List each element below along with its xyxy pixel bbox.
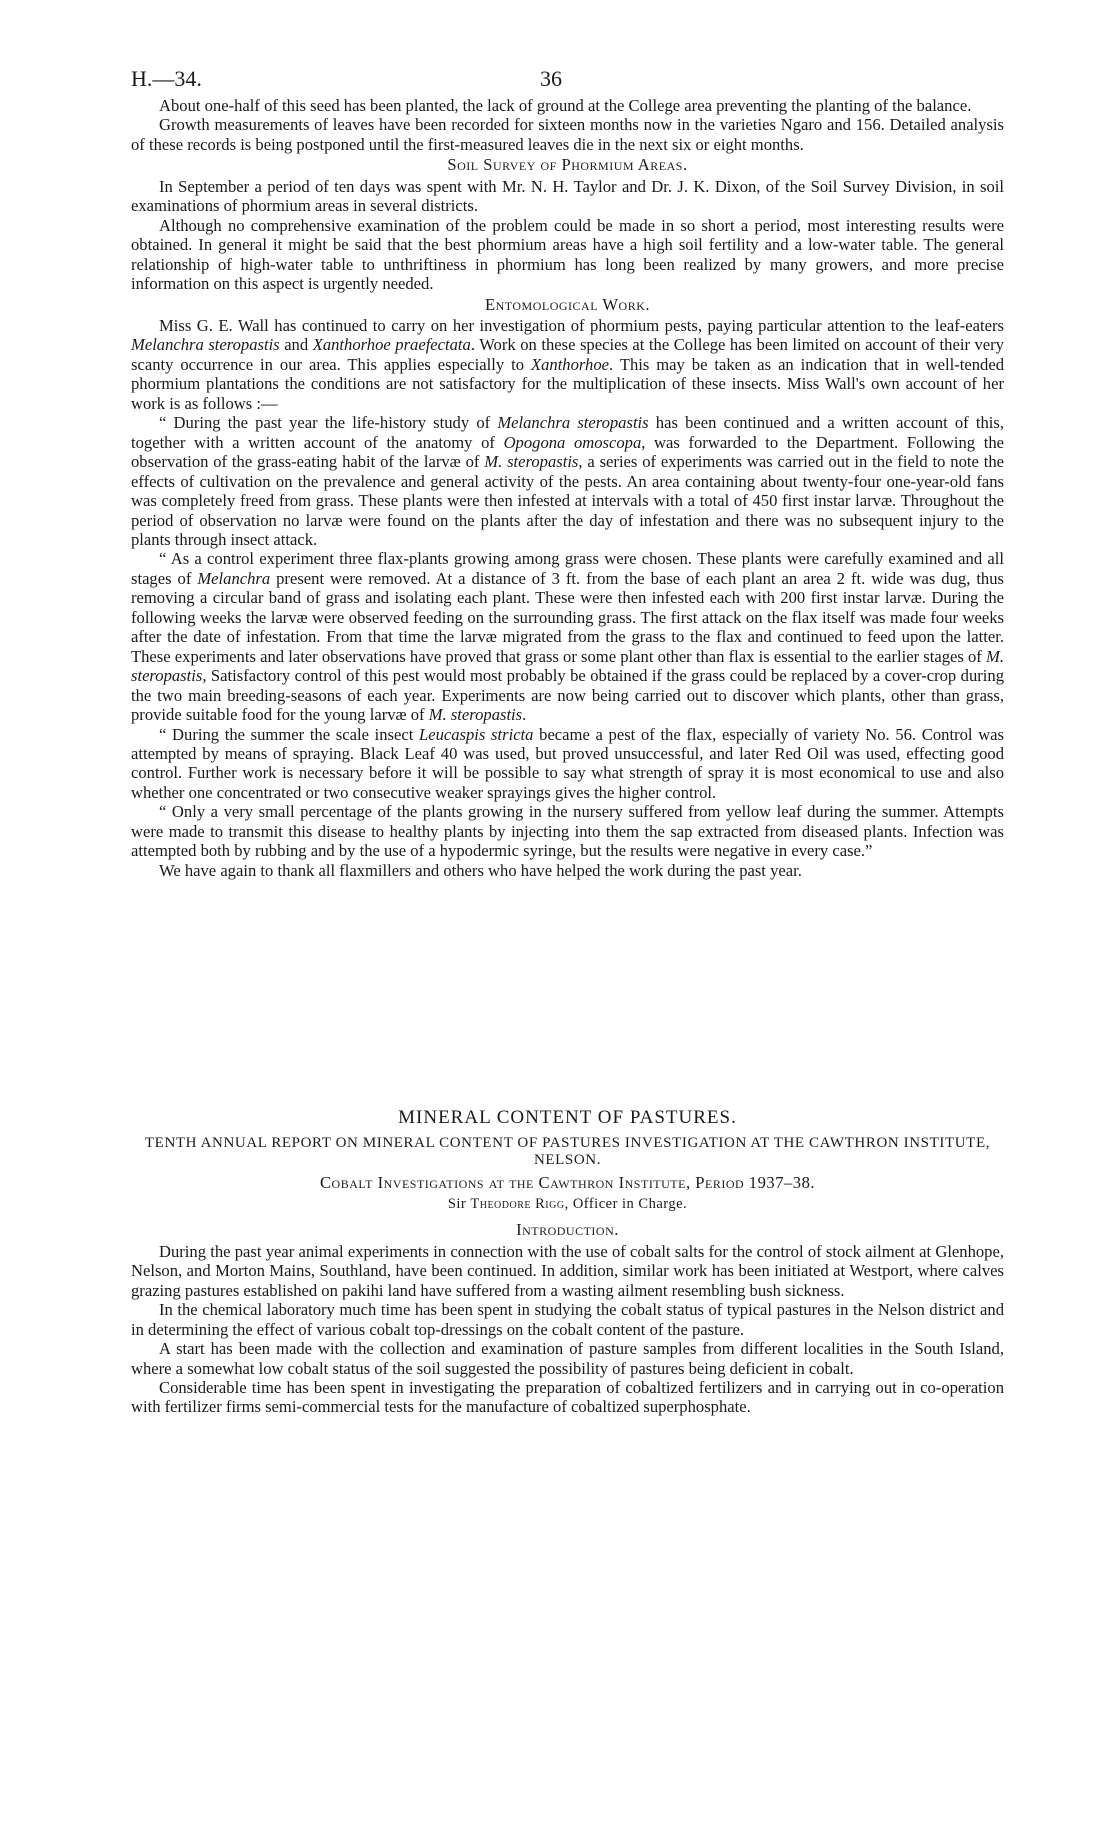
paragraph	[131, 549, 1004, 724]
text-run: Entomological Work.	[484, 294, 651, 314]
italic-text: Melanchra	[197, 568, 271, 588]
text-run: , was forwarded to the Department. Following the observation of the grass-eating habit of the larvæ of	[131, 432, 1004, 472]
text-run: Growth measurements of leaves have been recorded for sixteen months now in the varieties Ngaro and 156. Detailed analysis of these records is being postponed until the first-measured leaves die in the next six or eight months.	[131, 115, 1004, 154]
text-run: MINERAL CONTENT OF PASTURES.	[398, 1107, 737, 1128]
text-run: “ As a control experiment three flax-plants growing among grass were chosen. These plants were carefully examined and all stages of	[131, 549, 1004, 588]
flax-report-section	[131, 96, 1004, 880]
section-heading	[131, 1135, 1004, 1169]
text-run: has been continued and a written account of this, together with a written account of the anatomy of	[131, 413, 1004, 452]
page-number: 36	[540, 66, 562, 91]
paragraph	[131, 96, 1004, 115]
section-heading	[131, 1108, 1004, 1127]
text-run: A start has been made with the collection and examination of pasture samples from different localities in the South Island, where a somewhat low cobalt status of the soil suggested the possibility of pastures being deficient in cobalt.	[131, 1339, 1004, 1378]
italic-text: M. steropastis	[131, 646, 1004, 686]
text-run: Although no comprehensive examination of the problem could be made in so short a period, most interesting results were obtained. In general it might be said that the best phormium areas have a high soil fertility and a low-water table. The general relationship of high-water table to unthriftiness in phormium has long been realized by many growers, and more precise information on this aspect is urgently needed.	[131, 215, 1004, 294]
text-run: We have again to thank all flaxmillers and others who have helped the work during the past year.	[159, 860, 802, 880]
section-heading	[131, 1195, 1004, 1214]
text-run: , Officer in Charge.	[564, 1195, 688, 1212]
text-run: In September a period of ten days was spent with Mr. N. H. Taylor and Dr. J. K. Dixon, of the Soil Survey Division, in soil examinations of phormium areas in several districts.	[131, 176, 1004, 216]
paragraph	[131, 1378, 1004, 1417]
text-run: Sir	[447, 1195, 471, 1212]
text-run: . This may be taken as an indication that in well-tended phormium plantations the conditions are not satisfactory for the multiplication of these insects. Miss Wall's own account of her work is as follows :—	[131, 354, 1004, 413]
text-run: present were removed. At a distance of 3 ft. from the base of each plant an area 2 ft. wide was dug, thus removing a circular band of grass and isolating each plant. These were then infested each with 200 first instar larvæ. During the following weeks the larvæ were observed feeding on the surrounding grass. The first attack on the flax itself was made four weeks after the date of infestation. From that time the larvæ migrated from the grass to the flax and continued to feed upon the latter. These experiments and later observations have proved that grass or some plant other than flax is essential to the earlier stages of	[131, 568, 1004, 666]
italic-text: Melanchra steropastis	[497, 413, 649, 433]
paragraph	[131, 725, 1004, 803]
paragraph	[131, 115, 1004, 154]
text-run: Introduction.	[516, 1220, 619, 1240]
text-run: Theodore Rigg	[470, 1195, 565, 1212]
text-run: About one-half of this seed has been planted, the lack of ground at the College area preventing the planting of the balance.	[159, 96, 972, 115]
text-run: “ Only a very small percentage of the plants growing in the nursery suffered from yellow leaf during the summer. Attempts were made to transmit this disease to healthy plants by injecting into them the sap extracted from diseased plants. Infection was attempted both by rubbing and by the use of a hypodermic syringe, but the results were negative in every case.”	[131, 802, 1004, 861]
text-run: Cobalt Investigations at the Cawthron Institute, Period 1937–38.	[319, 1173, 816, 1193]
text-run: Soil Survey of Phormium Areas.	[447, 155, 688, 175]
paragraph	[131, 861, 1004, 880]
paragraph	[131, 1300, 1004, 1339]
section-heading	[131, 1220, 1004, 1239]
text-run: During the past year animal experiments in connection with the use of cobalt salts for the control of stock ailment at Glenhope, Nelson, and Morton Mains, Southland, have been continued. In addition, similar work has been initiated at Westport, where calves grazing pastures established on pakihi land have suffered from a wasting ailment resembling bush sickness.	[131, 1241, 1004, 1300]
section-heading	[131, 295, 1004, 314]
paragraph	[131, 1339, 1004, 1378]
text-run: “ During the summer the scale insect	[159, 724, 419, 744]
paragraph	[131, 177, 1004, 216]
text-run: .	[522, 705, 527, 725]
italic-text: Opogona omoscopa	[503, 432, 642, 452]
italic-text: Xanthorhoe praefectata	[312, 335, 471, 355]
section-heading	[131, 155, 1004, 174]
paragraph	[131, 1242, 1004, 1300]
text-run: Considerable time has been spent in investigating the preparation of cobaltized fertilizers and in carrying out in co-operation with fertilizer firms semi-commercial tests for the manufacture of cobaltized superphosphate.	[131, 1377, 1004, 1417]
italic-text: M. steropastis	[484, 452, 579, 472]
text-run: “ During the past year the life-history study of	[159, 413, 498, 433]
italic-text: Xanthorhoe	[530, 354, 610, 374]
text-run: became a pest of the flax, especially of variety No. 56. Control was attempted by means of spraying. Black Leaf 40 was used, but proved unsuccessful, and later Red Oil was used, effecting good control. Further work is necessary before it will be possible to say what strength of spray it is most economical to use and also whether one concentrated or two consecutive weaker sprayings gives the higher control.	[131, 724, 1004, 802]
text-run: In the chemical laboratory much time has been spent in studying the cobalt status of typical pastures in the Nelson district and in determining the effect of various cobalt top-dressings on the cobalt content of the pasture.	[131, 1300, 1004, 1339]
italic-text: Melanchra steropastis	[131, 335, 280, 355]
italic-text: M. steropastis	[428, 705, 523, 725]
text-run: , a series of experiments was carried out in the field to note the effects of cultivation on the prevalence and general activity of the pests. An area containing about twenty-four one-year-old fans was completely freed from grass. These plants were then infested at intervals with a total of 450 first instar larvæ. Throughout the period of observation no larvæ were found on the plants after the day of infestation and there was no subsequent injury to the plants through insect attack.	[131, 452, 1004, 549]
text-run: Miss G. E. Wall has continued to carry on her investigation of phormium pests, paying particular attention to the leaf-eaters	[159, 315, 1004, 335]
text-run: , Satisfactory control of this pest would most probably be obtained if the grass could be replaced by a cover-crop during the two main breeding-seasons of each year. Experiments are now being carried out to discover which plants, other than grass, provide suitable food for the young larvæ of	[131, 666, 1004, 725]
paragraph	[131, 413, 1004, 549]
text-run: TENTH ANNUAL REPORT ON MINERAL CONTENT OF PASTURES INVESTIGATION AT THE CAWTHRON INSTITUTE, NELSON.	[144, 1135, 991, 1169]
text-run: . Work on these species at the College has been limited on account of their very scanty occurrence in our area. This applies especially to	[131, 335, 1004, 374]
text-run: and	[279, 335, 313, 355]
italic-text: Leucaspis stricta	[419, 724, 534, 744]
mineral-content-section	[131, 1107, 1004, 1417]
paragraph	[131, 802, 1004, 860]
document-reference: H.—34.	[131, 66, 202, 91]
paragraph	[131, 216, 1004, 294]
section-heading	[131, 1173, 1004, 1192]
paragraph	[131, 316, 1004, 413]
